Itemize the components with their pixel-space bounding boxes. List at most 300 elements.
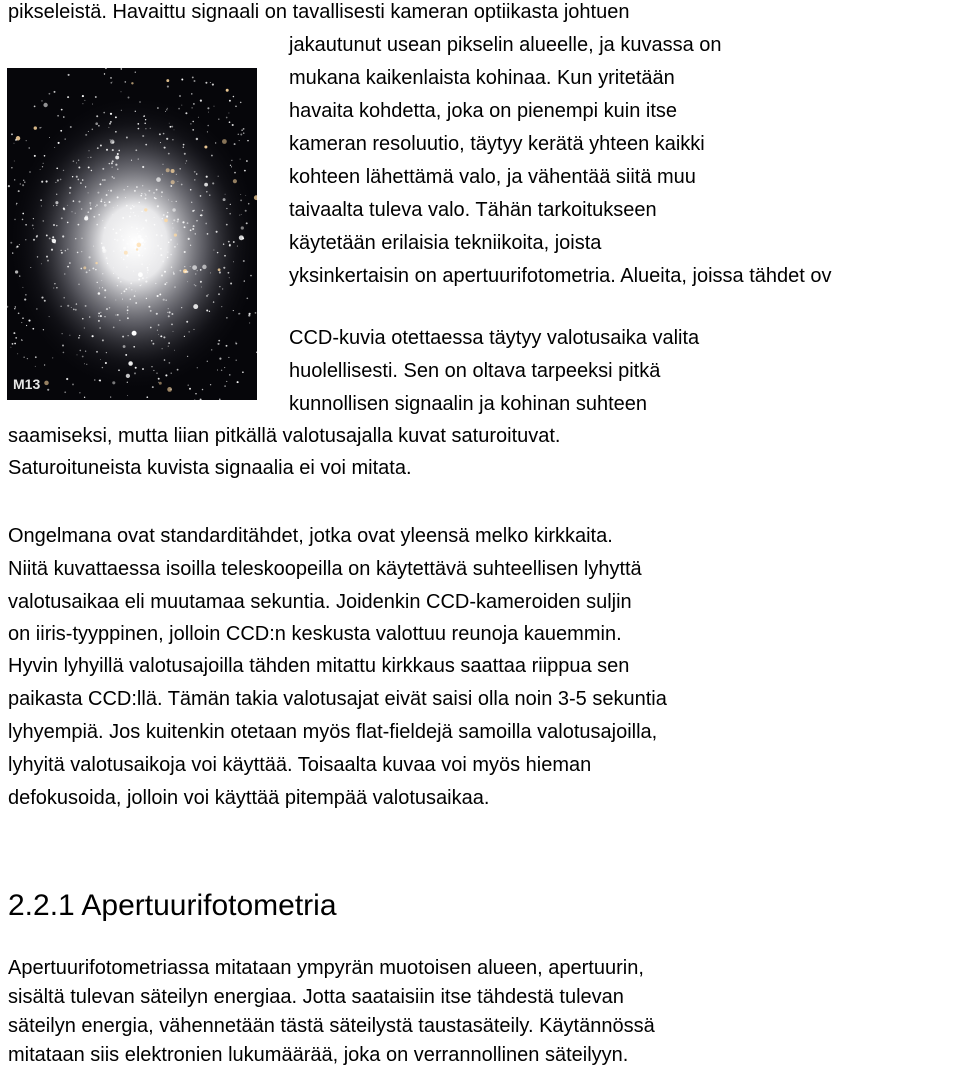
star-dot xyxy=(129,236,130,237)
star-dot xyxy=(35,366,36,367)
star-dot xyxy=(205,82,207,84)
star-dot xyxy=(44,155,46,157)
star-dot xyxy=(171,201,172,202)
cluster-svg xyxy=(7,68,257,400)
star-dot xyxy=(240,200,242,202)
star-dot xyxy=(177,219,179,221)
star-dot xyxy=(122,336,124,338)
star-dot xyxy=(56,205,57,206)
star-dot xyxy=(213,301,214,302)
star-dot xyxy=(67,96,69,98)
star-dot xyxy=(33,218,34,219)
star-dot xyxy=(79,350,81,352)
star-dot xyxy=(207,125,209,127)
text-line: yksinkertaisin on apertuurifotometria. Alueita, joissa tähdet ov xyxy=(289,265,832,287)
star-dot xyxy=(142,244,144,246)
star-dot xyxy=(64,391,66,393)
star-dot xyxy=(68,74,70,76)
star-dot xyxy=(206,191,208,193)
text-line: on iiris-tyyppinen, jolloin CCD:n keskusta valottuu reunoja kauemmin. xyxy=(8,623,622,645)
star-dot xyxy=(100,359,101,360)
star-dot xyxy=(168,308,169,309)
star-dot xyxy=(89,270,91,272)
star-dot xyxy=(63,207,65,209)
star-dot xyxy=(211,155,213,157)
star-dot xyxy=(171,169,175,173)
star-dot xyxy=(130,207,132,209)
star-dot xyxy=(85,351,86,352)
star-dot xyxy=(224,385,226,387)
star-dot xyxy=(43,103,47,107)
star-dot xyxy=(157,245,159,247)
star-dot xyxy=(72,176,73,177)
star-dot xyxy=(145,236,146,237)
star-dot xyxy=(239,140,240,141)
star-dot xyxy=(190,189,192,191)
star-dot xyxy=(193,225,195,227)
star-dot xyxy=(117,153,119,155)
star-dot xyxy=(166,79,169,82)
star-dot xyxy=(138,235,142,239)
star-dot xyxy=(224,367,225,368)
star-dot xyxy=(88,150,89,151)
star-dot xyxy=(115,131,117,133)
star-dot xyxy=(113,327,115,329)
star-dot xyxy=(218,268,221,271)
star-dot xyxy=(145,119,146,120)
star-dot xyxy=(132,331,137,336)
star-dot xyxy=(154,224,156,226)
star-dot xyxy=(185,112,187,114)
star-dot xyxy=(230,165,231,166)
star-dot xyxy=(17,353,18,354)
star-dot xyxy=(61,250,62,251)
star-dot xyxy=(131,245,132,246)
star-dot xyxy=(92,335,94,337)
star-dot xyxy=(202,265,206,269)
star-dot xyxy=(100,200,102,202)
star-dot xyxy=(113,273,114,274)
text-line: Niitä kuvattaessa isoilla teleskoopeilla on käytettävä suhteellisen lyhyttä xyxy=(8,558,642,580)
star-dot xyxy=(127,243,129,245)
star-dot xyxy=(113,250,115,252)
star-dot xyxy=(173,219,175,221)
star-dot xyxy=(98,292,101,295)
star-dot xyxy=(115,164,117,166)
star-dot xyxy=(99,327,100,328)
star-dot xyxy=(135,111,136,112)
star-dot xyxy=(152,343,154,345)
star-dot xyxy=(168,342,170,344)
star-dot xyxy=(29,171,31,173)
star-dot xyxy=(174,234,177,237)
star-dot xyxy=(57,179,59,181)
star-dot xyxy=(14,179,15,180)
star-dot xyxy=(163,133,165,135)
star-dot xyxy=(183,144,185,146)
star-dot xyxy=(139,238,144,243)
star-dot xyxy=(13,332,15,334)
star-dot xyxy=(179,95,181,97)
star-dot xyxy=(134,242,136,244)
star-dot xyxy=(225,194,226,195)
star-dot xyxy=(98,320,100,322)
star-dot xyxy=(127,309,129,311)
star-dot xyxy=(138,216,139,217)
star-dot xyxy=(197,270,198,271)
star-dot xyxy=(62,344,64,346)
star-dot xyxy=(194,80,196,82)
star-dot xyxy=(170,185,172,187)
star-dot xyxy=(34,126,37,129)
star-dot xyxy=(193,329,194,330)
star-dot xyxy=(238,313,239,314)
star-dot xyxy=(142,166,144,168)
star-dot xyxy=(85,215,88,218)
star-dot xyxy=(184,271,185,272)
star-dot xyxy=(94,379,95,380)
star-dot xyxy=(117,205,118,206)
star-dot xyxy=(191,202,192,203)
star-dot xyxy=(54,147,55,148)
star-dot xyxy=(240,134,242,136)
star-dot xyxy=(84,397,85,398)
star-dot xyxy=(75,309,77,311)
star-dot xyxy=(174,129,175,130)
star-dot xyxy=(152,386,154,388)
star-dot xyxy=(212,84,214,86)
star-dot xyxy=(14,219,15,220)
star-dot xyxy=(102,339,104,341)
star-dot xyxy=(26,140,27,141)
star-dot xyxy=(14,143,15,144)
star-dot xyxy=(73,160,75,162)
star-dot xyxy=(97,282,98,283)
star-dot xyxy=(204,145,207,148)
star-dot xyxy=(242,371,244,373)
star-dot xyxy=(132,205,133,206)
star-dot xyxy=(249,322,250,323)
star-dot xyxy=(162,261,164,263)
star-dot xyxy=(112,149,114,151)
star-dot xyxy=(193,304,198,309)
star-dot xyxy=(223,267,225,269)
star-dot xyxy=(158,334,159,335)
star-dot xyxy=(217,370,218,371)
star-dot xyxy=(202,389,204,391)
star-dot xyxy=(79,335,80,336)
star-dot xyxy=(118,369,120,371)
star-dot xyxy=(198,117,199,118)
star-dot xyxy=(141,284,142,285)
star-dot xyxy=(208,294,209,295)
star-dot xyxy=(160,142,161,143)
star-dot xyxy=(248,203,250,205)
star-dot xyxy=(108,127,109,128)
star-dot xyxy=(81,238,82,239)
star-dot xyxy=(173,331,174,332)
star-dot xyxy=(181,79,183,81)
star-dot xyxy=(93,216,95,218)
star-dot xyxy=(141,193,142,194)
star-dot xyxy=(176,174,177,175)
star-dot xyxy=(206,176,208,178)
star-dot xyxy=(114,239,115,240)
text-line: lyhyitä valotusaikoja voi käyttää. Toisaalta kuvaa voi myös hieman xyxy=(8,754,592,776)
text-line: mitataan siis elektronien lukumäärää, joka on verrannollinen säteilyyn. xyxy=(8,1044,629,1066)
star-dot xyxy=(157,330,158,331)
star-dot xyxy=(226,89,229,92)
star-dot xyxy=(51,239,53,241)
star-dot xyxy=(133,206,134,207)
star-dot xyxy=(71,307,72,308)
star-dot xyxy=(221,370,222,371)
star-dot xyxy=(11,167,12,168)
star-dot xyxy=(16,247,17,248)
star-dot xyxy=(184,226,186,228)
star-dot xyxy=(36,236,38,238)
star-dot xyxy=(146,396,148,398)
star-dot xyxy=(84,100,85,101)
star-dot xyxy=(205,223,207,225)
star-dot xyxy=(115,300,116,301)
star-dot xyxy=(110,121,112,123)
star-dot xyxy=(201,287,202,288)
star-dot xyxy=(109,163,110,164)
star-dot xyxy=(171,267,172,268)
star-dot xyxy=(99,183,101,185)
star-dot xyxy=(78,167,80,169)
star-dot xyxy=(209,311,210,312)
star-dot xyxy=(181,105,182,106)
star-dot xyxy=(228,113,229,114)
star-dot xyxy=(243,132,245,134)
star-dot xyxy=(164,283,166,285)
star-dot xyxy=(219,271,221,273)
star-dot xyxy=(147,267,149,269)
star-dot xyxy=(224,255,226,257)
star-dot xyxy=(173,228,174,229)
star-dot xyxy=(18,312,20,314)
star-dot xyxy=(177,369,179,371)
star-dot xyxy=(200,100,202,102)
star-dot xyxy=(120,229,122,231)
star-dot xyxy=(127,382,128,383)
star-dot xyxy=(144,122,146,124)
star-dot xyxy=(229,245,231,247)
star-dot xyxy=(133,346,135,348)
star-dot xyxy=(63,170,64,171)
star-dot xyxy=(240,102,242,104)
star-dot xyxy=(200,281,202,283)
star-dot xyxy=(166,168,170,172)
star-dot xyxy=(25,239,26,240)
star-dot xyxy=(179,168,181,170)
star-dot xyxy=(174,246,176,248)
star-dot xyxy=(196,138,198,140)
star-dot xyxy=(101,199,103,201)
star-dot xyxy=(80,182,82,184)
star-dot xyxy=(86,271,88,273)
star-dot xyxy=(242,237,243,238)
star-dot xyxy=(189,331,190,332)
star-dot xyxy=(33,239,35,241)
star-dot xyxy=(131,160,132,161)
star-dot xyxy=(88,166,90,168)
star-dot xyxy=(91,170,92,171)
star-dot xyxy=(142,255,143,256)
star-dot xyxy=(117,168,118,169)
star-dot xyxy=(160,254,162,256)
star-dot xyxy=(110,113,112,115)
star-dot xyxy=(122,228,123,229)
text-line: sisältä tulevan säteilyn energiaa. Jotta saataisiin itse tähdestä tulevan xyxy=(8,986,624,1008)
star-dot xyxy=(110,139,111,140)
star-dot xyxy=(100,312,101,313)
star-dot xyxy=(102,273,103,274)
star-dot xyxy=(97,192,99,194)
star-dot xyxy=(192,265,197,270)
star-dot xyxy=(172,223,173,224)
star-dot xyxy=(223,243,224,244)
star-dot xyxy=(167,252,168,253)
star-dot xyxy=(95,262,97,264)
star-dot xyxy=(226,317,227,318)
star-dot xyxy=(98,316,99,317)
star-dot xyxy=(164,359,166,361)
star-dot xyxy=(134,372,136,374)
star-dot xyxy=(102,168,104,170)
star-dot xyxy=(138,272,143,277)
star-dot xyxy=(83,266,86,269)
star-dot xyxy=(70,126,72,128)
star-dot xyxy=(77,354,78,355)
star-dot xyxy=(81,251,82,252)
star-dot xyxy=(61,109,63,111)
star-dot xyxy=(88,131,89,132)
star-dot xyxy=(116,239,118,241)
star-dot xyxy=(102,179,104,181)
star-dot xyxy=(85,305,87,307)
star-dot xyxy=(22,184,24,186)
star-dot xyxy=(234,143,236,145)
star-dot xyxy=(134,247,136,249)
star-dot xyxy=(72,383,74,385)
star-dot xyxy=(170,239,172,241)
star-dot xyxy=(19,275,20,276)
star-dot xyxy=(105,362,107,364)
star-dot xyxy=(226,208,227,209)
star-dot xyxy=(100,145,102,147)
star-dot xyxy=(123,247,126,250)
star-dot xyxy=(167,312,168,313)
star-dot xyxy=(177,181,178,182)
star-dot xyxy=(104,227,106,229)
star-dot xyxy=(22,213,24,215)
star-dot xyxy=(145,198,147,200)
star-dot xyxy=(44,364,45,365)
star-dot xyxy=(207,107,209,109)
star-dot xyxy=(85,186,86,187)
star-dot xyxy=(41,127,42,128)
star-dot xyxy=(177,230,178,231)
star-dot xyxy=(200,269,202,271)
star-dot xyxy=(182,221,184,223)
star-dot xyxy=(142,227,144,229)
star-dot xyxy=(95,122,98,125)
star-dot xyxy=(240,159,241,160)
star-dot xyxy=(126,266,127,267)
star-dot xyxy=(87,211,89,213)
star-dot xyxy=(218,293,220,295)
star-dot xyxy=(157,107,159,109)
star-dot xyxy=(195,285,197,287)
star-dot xyxy=(167,212,169,214)
star-dot xyxy=(61,217,63,219)
star-dot xyxy=(235,343,237,345)
star-dot xyxy=(113,267,114,268)
star-dot xyxy=(158,382,159,383)
star-dot xyxy=(135,149,137,151)
star-dot xyxy=(110,190,112,192)
star-dot xyxy=(245,195,246,196)
star-dot xyxy=(159,133,161,135)
star-dot xyxy=(184,251,186,253)
star-dot xyxy=(144,208,147,211)
star-dot xyxy=(170,389,172,391)
star-dot xyxy=(40,169,41,170)
star-dot xyxy=(102,367,103,368)
star-dot xyxy=(142,135,144,137)
star-dot xyxy=(84,363,85,364)
star-dot xyxy=(238,134,239,135)
star-dot xyxy=(113,228,115,230)
star-dot xyxy=(53,205,54,206)
star-dot xyxy=(190,123,191,124)
star-dot xyxy=(206,310,208,312)
star-dot xyxy=(111,162,113,164)
star-dot xyxy=(174,286,175,287)
star-dot xyxy=(231,166,232,167)
star-dot xyxy=(81,208,82,209)
star-dot xyxy=(189,388,191,390)
star-dot xyxy=(134,190,136,192)
star-dot xyxy=(142,277,144,279)
star-dot xyxy=(78,201,80,203)
star-dot xyxy=(137,123,139,125)
star-dot xyxy=(226,381,227,382)
star-dot xyxy=(47,389,49,391)
star-dot xyxy=(190,245,191,246)
star-dot xyxy=(127,395,128,396)
text-line: mukana kaikenlaista kohinaa. Kun yritetään xyxy=(289,67,675,89)
star-dot xyxy=(56,194,57,195)
star-dot xyxy=(117,196,119,198)
star-dot xyxy=(130,363,131,364)
star-dot xyxy=(93,246,94,247)
text-line: lyhyempiä. Jos kuitenkin otetaan myös flat-fieldejä samoilla valotusajoilla, xyxy=(8,721,658,743)
text-line: havaita kohdetta, joka on pienempi kuin itse xyxy=(289,100,678,122)
star-dot xyxy=(135,291,136,292)
star-dot xyxy=(161,196,162,197)
star-dot xyxy=(8,185,10,187)
star-dot xyxy=(80,268,82,270)
star-dot xyxy=(239,215,240,216)
star-dot xyxy=(161,235,163,237)
star-dot xyxy=(165,374,167,376)
star-dot xyxy=(76,162,77,163)
star-dot xyxy=(255,312,257,314)
